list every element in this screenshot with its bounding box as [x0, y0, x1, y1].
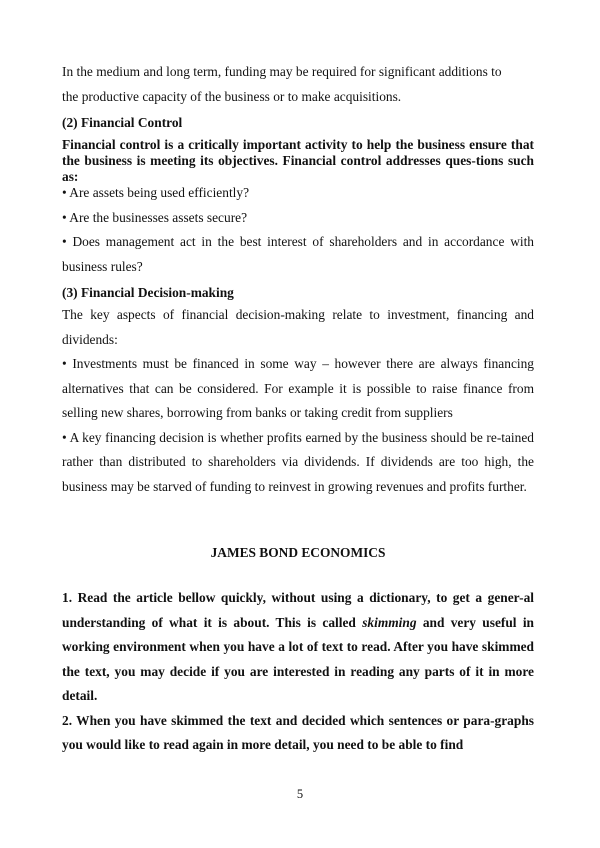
list-item: • Does management act in the best interest of shareholders and in accordance with business rules?: [62, 234, 534, 274]
list-item: • A key financing decision is whether profits earned by the business should be re-tained rather than distributed to shareholders via dividends. If dividends are too high, the business may be starved of funding to reinvest in growing revenues and profits further.: [62, 429, 534, 494]
task-2: 2. When you have skimmed the text and decided which sentences or para-graphs you would like to read again in more detail, you need to be able to find: [62, 712, 534, 752]
intro-line-2: the productive capacity of the business or to make acquisitions.: [62, 88, 402, 104]
section-title-block: [62, 543, 534, 563]
list-item: • Are assets being used efficiently?: [62, 185, 250, 200]
financial-decision-intro: The key aspects of financial decision-making relate to investment, financing and dividends:: [62, 307, 534, 347]
list-item: • Investments must be financed in some way – however there are always financing alternatives that can be considered. For example it is possible to raise finance from selling new shares, borrowing from banks or taking credit from suppliers: [62, 356, 534, 420]
task-1-text-end: and very useful in working environment when you have a lot of text to read. After you have skimmed the text, you may decide if you are interested in reading any parts of it in more detail.: [62, 614, 534, 703]
intro-line-1: In the medium and long term, funding may be required for significant additions to: [62, 64, 502, 79]
page-number: 5: [296, 787, 304, 801]
section-title: JAMES BOND ECONOMICS: [210, 545, 386, 560]
financial-control-heading: (2) Financial Control: [62, 115, 183, 130]
task-1-text-start: 1. Read the article bellow quickly, without using a dictionary, to get a gener-al understanding of what it is about. This is called: [62, 590, 534, 630]
financial-control-intro: Financial control is a critically important activity to help the business ensure that the business is meeting its objectives. Financial control addresses ques-tions such as:: [62, 137, 534, 184]
task-1: [62, 586, 534, 709]
intro-paragraph: [62, 60, 534, 109]
financial-decision-body: [62, 303, 534, 499]
list-item: • Are the businesses assets secure?: [62, 209, 248, 225]
financial-decision-heading: (3) Financial Decision-making: [62, 285, 234, 300]
financial-decision-heading-block: [62, 283, 534, 303]
tasks-block: [62, 586, 534, 758]
task-1-italic-term: skimming: [362, 614, 417, 630]
financial-control-bullets: [62, 181, 534, 279]
financial-control-intro-block: [62, 137, 534, 185]
financial-control-heading-block: [62, 113, 534, 133]
